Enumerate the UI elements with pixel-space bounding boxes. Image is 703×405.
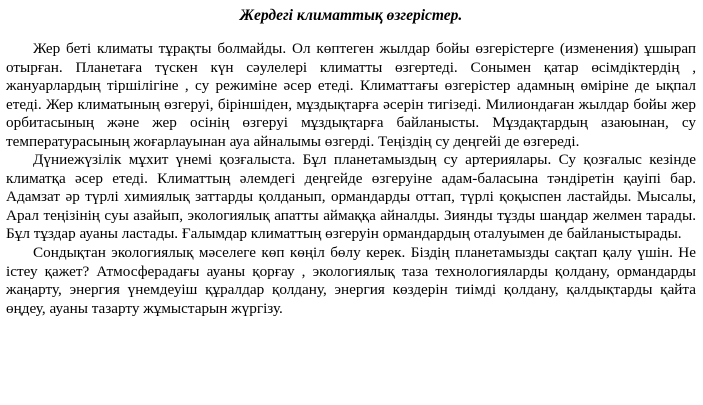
document-title: Жердегі климаттық өзгерістер. [239, 7, 463, 24]
paragraph-climate-change: Жер беті климаты тұрақты болмайды. Ол көптеген жылдар бойы өзгерістерге (изменения) ұшырап отырған. Планетаға түскен күн сәулелері климатты өзгертеді. Сонымен қатар өсімдіктердің , жануарлардың тіршілігіне , су режиміне әсер етеді. Климаттағы өзгерістер адамның өміріне де ықпал етеді. Жер климатының өзгеруі, біріншіден, мұздықтарға әсерін тигізеді. Милиондаған жылдар бойы жер орбитасының және жер осінің өзгеруі мұздықтарға байланысты. Мұздақтардың азаюынан, су температурасының жоғарлауынан ауа айналымы өзгерді. Теңіздің су деңгейі де өзгереді. [6, 40, 696, 150]
paragraph-ecology-measures: Сондықтан экологиялық мәселеге көп көңіл бөлу керек. Біздің планетамызды сақтап қалу үшін. Не істеу қажет? Атмосферадағы ауаны қорғау , экологиялық таза технологияларды қолдану, ормандарды жаңарту, энергия үнемдеуіш құралдар қолдану, энергия көздерін тиімді қолдану, қалдықтарды қайта өңдеу, ауаны тазарту жұмыстарын жүргізу. [6, 244, 696, 317]
paragraph-world-ocean: Дүниежүзілік мұхит үнемі қозғалыста. Бұл планетамыздың су артериялары. Су қозғалыс кезінде климатқа әсер етеді. Климаттың әлемдегі деңгейде өзгеруіне адам-баласына тәндіретін қауіпі бар. Адамзат әр түрлі химиялық заттарды қолданып, ормандарды оттап, түрлі қоқыспен ластайды. Мысалы, Арал теңізінің суы азайып, экологиялық апатты аймаққа айналды. Зиянды тұзды шаңдар желмен тарады. Бұл тұздар ауаны ластады. Ғалымдар климаттың өзгеруін ормандардың оталуымен де байланыстырады. [6, 151, 696, 243]
